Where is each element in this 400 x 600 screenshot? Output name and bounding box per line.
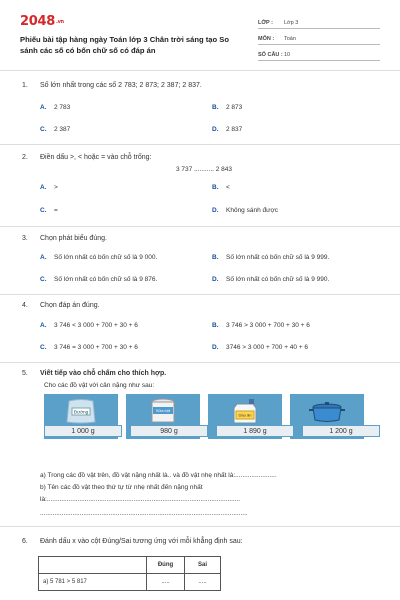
svg-text:Dầu ăn: Dầu ăn (238, 412, 252, 418)
false-cell[interactable]: ..... (185, 574, 221, 591)
col-false: Sai (185, 557, 221, 574)
divider (0, 226, 400, 227)
divider (0, 294, 400, 295)
milk-can-icon (143, 398, 183, 424)
question-1: 1. Số lớn nhất trong các số 2 783; 2 873; 2 387; 2 837. (22, 82, 202, 89)
worksheet-title: Phiếu bài tập hàng ngày Toán lớp 3 Chân trời sáng tạo So sánh các số có bốn chữ số có đáp án (20, 35, 229, 55)
table-row (39, 574, 221, 591)
cooking-pot-icon (307, 398, 347, 424)
question-4: 4. Chọn đáp án đúng. (22, 302, 100, 309)
q2-option-c[interactable]: C. = (40, 207, 58, 214)
q5-line-b-answer[interactable]: là:........................................................................................................... (40, 496, 241, 503)
site-logo[interactable]: 2048.vn (20, 14, 64, 29)
meta-class: LỚP : Lớp 3 (258, 16, 380, 29)
weights-row (44, 425, 380, 437)
divider (0, 144, 400, 145)
question-5: 5. Viết tiếp vào chỗ chấm cho thích hợp. (22, 370, 167, 377)
svg-text:Đường: Đường (73, 409, 89, 415)
q3-option-c[interactable]: C. Số lớn nhất có bốn chữ số là 9 876. (40, 276, 158, 283)
q2-option-a[interactable]: A. > (40, 184, 58, 191)
divider (0, 526, 400, 527)
q2-option-d[interactable]: D. Không sánh được (212, 207, 278, 214)
q5-line-a[interactable]: a) Trong các đồ vật trên, đồ vật nặng nhất là.. và đồ vật nhẹ nhất là:....................... (40, 472, 277, 479)
meta-subject: MÔN : Toán (258, 32, 380, 45)
divider (0, 70, 400, 71)
q4-option-d[interactable]: D. 3746 > 3 000 + 700 + 40 + 6 (212, 344, 309, 351)
true-cell[interactable]: ..... (147, 574, 185, 591)
q4-option-a[interactable]: A. 3 746 < 3 000 + 700 + 30 + 6 (40, 322, 138, 329)
q5-line-b: b) Tên các đồ vật theo thứ tự từ nhẹ nhất đến nặng nhất (40, 484, 203, 491)
q3-option-d[interactable]: D. Số lớn nhất có bốn chữ số là 9 990. (212, 276, 330, 283)
q1-option-c[interactable]: C. 2 387 (40, 126, 71, 133)
weight-pot: 1 200 g (302, 425, 380, 437)
true-false-table (38, 556, 221, 591)
statement-cell: a) 5 781 > 5 817 (39, 574, 147, 591)
weight-oil: 1 890 g (216, 425, 294, 437)
q5-subtext: Cho các đồ vật với cân nặng như sau: (44, 382, 155, 389)
weight-sugar: 1 000 g (44, 425, 122, 437)
meta-count: SỐ CÂU : 10 (258, 48, 380, 61)
q4-option-b[interactable]: B. 3 746 > 3 000 + 700 + 30 + 6 (212, 322, 310, 329)
q1-option-a[interactable]: A. 2 783 (40, 104, 71, 111)
page-header (0, 0, 400, 72)
weight-milk: 980 g (130, 425, 208, 437)
q2-expression: 3 737 ........... 2 843 (176, 166, 233, 173)
question-2: 2. Điền dấu >, < hoặc = vào chỗ trống: (22, 154, 152, 161)
meta-box (258, 16, 380, 64)
col-true: Đúng (147, 557, 185, 574)
q2-option-b[interactable]: B. < (212, 184, 230, 191)
q5-line-b-continued[interactable]: ................................................................................................................... (40, 510, 248, 517)
question-3: 3. Chọn phát biểu đúng. (22, 235, 107, 242)
question-6: 6. Đánh dấu x vào cột Đúng/Sai tương ứng với mỗi khẳng định sau: (22, 538, 243, 545)
svg-text:Sữa bột: Sữa bột (155, 408, 171, 413)
q4-option-c[interactable]: C. 3 746 = 3 000 + 700 + 30 + 6 (40, 344, 138, 351)
sugar-bag-icon (61, 398, 101, 424)
q1-option-b[interactable]: B. 2 873 (212, 104, 243, 111)
divider (0, 362, 400, 363)
q3-option-a[interactable]: A. Số lớn nhất có bốn chữ số là 9 000. (40, 254, 158, 261)
q3-option-b[interactable]: B. Số lớn nhất có bốn chữ số là 9 999. (212, 254, 330, 261)
q1-option-d[interactable]: D. 2 837 (212, 126, 243, 133)
oil-jug-icon (225, 398, 265, 424)
